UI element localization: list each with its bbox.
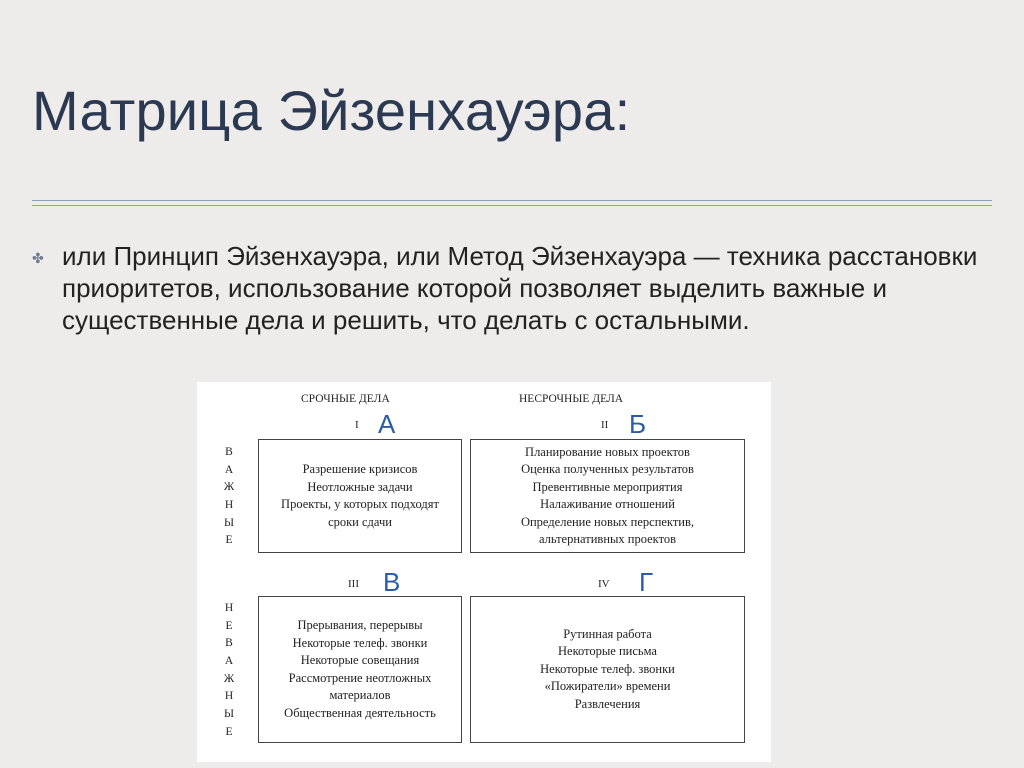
row-label-important [221, 444, 237, 550]
quadrant-item: сроки сдачи [328, 514, 392, 529]
quadrant-item: Проекты, у которых подходят [281, 497, 439, 511]
quadrant-3-roman: III [348, 578, 359, 590]
eisenhower-matrix [197, 382, 771, 762]
quadrant-4-letter: Г [639, 567, 654, 597]
row-label-char: Ж [223, 672, 235, 685]
row-label-char: Ы [223, 516, 235, 529]
row-label-char: Ж [223, 481, 235, 494]
row-label-char: Е [225, 534, 233, 547]
quadrant-item: Некоторые телеф. звонки [292, 635, 428, 650]
quadrant-item: Определение новых перспектив, [520, 514, 695, 529]
quadrant-3-letter: В [383, 567, 401, 597]
urgent-header: СРОЧНЫЕ ДЕЛА [301, 393, 390, 405]
quadrant-1-roman: I [355, 419, 359, 431]
quadrant-item: Общественная деятельность [284, 705, 436, 720]
quadrant-1-box [258, 439, 462, 553]
quadrant-4-roman: IV [598, 578, 610, 590]
quadrant-item: «Пожиратели» времени [544, 679, 671, 694]
quadrant-2-box [470, 439, 745, 553]
quadrant-item: Планирование новых проектов [525, 444, 690, 459]
quadrant-item: Разрешение кризисов [302, 462, 418, 476]
quadrant-item: Рассмотрение неотложных [288, 670, 432, 685]
quadrant-item: Неотложные задачи [307, 479, 413, 494]
quadrant-item: Прерывания, перерывы [297, 618, 423, 632]
row-label-char: В [225, 446, 233, 458]
quadrant-item: материалов [329, 688, 391, 702]
bullet-text: или Принцип Эйзенхауэра, или Метод Эйзенхауэра — техника расстановки приоритетов, использование которой позволяет выделить важные и существенные дела и решить, что делать с остальными. [62, 241, 978, 335]
quadrant-item: Некоторые письма [558, 644, 657, 659]
quadrant-2-roman: II [601, 419, 609, 431]
quadrant-3-box [258, 596, 462, 743]
quadrant-item: Некоторые телеф. звонки [540, 661, 675, 676]
row-label-not-important [221, 600, 237, 742]
not-urgent-header: НЕСРОЧНЫЕ ДЕЛА [519, 393, 624, 405]
row-label-char: Н [224, 602, 234, 614]
row-label-char: А [224, 655, 234, 668]
quadrant-2-letter: Б [629, 409, 647, 439]
quadrant-item: Рутинная работа [563, 626, 652, 641]
row-label-char: Е [225, 725, 233, 738]
bullet-icon: ✤ [32, 250, 44, 266]
row-label-char: В [225, 637, 233, 650]
quadrant-item: Развлечения [574, 696, 641, 711]
quadrant-1-letter: А [378, 409, 396, 439]
row-label-char: А [224, 463, 234, 476]
quadrant-4-box [470, 596, 745, 743]
quadrant-item: альтернативных проектов [538, 532, 677, 546]
quadrant-item: Налаживание отношений [540, 497, 675, 511]
quadrant-item: Превентивные мероприятия [532, 479, 683, 494]
row-label-char: Е [225, 619, 233, 632]
row-label-char: Ы [223, 708, 235, 721]
title-divider-secondary [32, 205, 992, 206]
title-divider [32, 200, 992, 201]
quadrant-item: Некоторые совещания [300, 653, 420, 667]
slide-title: Матрица Эйзенхауэра: [32, 79, 631, 142]
quadrant-item: Оценка полученных результатов [521, 462, 694, 476]
row-label-char: Н [224, 499, 234, 512]
row-label-char: Н [224, 690, 234, 703]
